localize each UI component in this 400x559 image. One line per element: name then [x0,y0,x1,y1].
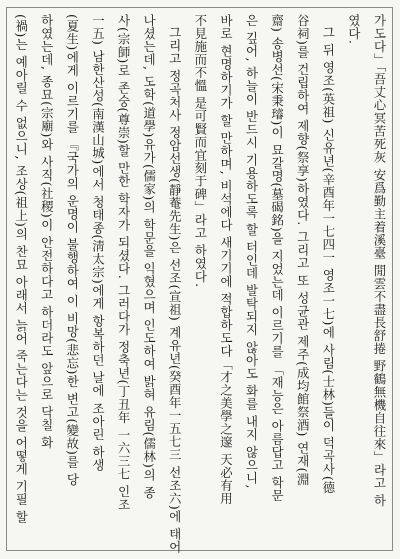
text-line: 齋) 송병선(宋秉璿)이 묘갈명(墓碣銘)을 지었는데 이르기를 「재능은 아름답고 학문 [269,14,285,502]
text-line: (夏生)에게 이르기를 『국가의 운명이 불행하여 이 비망(悲忘)한 변고(變故)를 당 [64,14,80,486]
text-line: 은 깊어, 하늘이 반드시 기용하도록 할 터인데 발탁되지 않아도 화를 내지 않으니, [244,14,260,490]
text-line: 바로 현명하기가 할 만하며, 비석에다 새기기에 적합하도다「才之美學之邃 天必有用 [218,14,234,506]
text-line: 谷祠)를 건립하여 제향(祭享)하였다. 그리고 또 성균관 제주(成均館祭酒) 연재(淵 [295,14,311,486]
text-line: 나셨는데, 도학(道學)유가(儒家)의 학문을 익혔으며 인도하여 밝혀 유림(儒林)의 종 [141,14,157,499]
text-line: 一五) 남한산성(南漢山城)에서 청태종(淸太宗)에게 항복하던 날에 조아린 하생 [90,14,106,472]
text-line: 사(宗師)로 존숭(尊崇)할 만한 학자가 되셨다. 그러다가 정축년(丁丑年 一六三七 인조 [116,14,132,512]
text-line: 그 뒤 영조(英祖) 신유년(辛酉年一七四一 영조一七)에 사림(士林)들이 덕곡사(德 [320,26,336,495]
text-line: 가도다」「吾丈心冥苦死灰 安爲勤主着溪臺 閒雲不盡長舒捲 野鶴無機自往來」라고 하 [372,14,387,507]
text-line: 그리고 정곡처사 정암선생(靜菴先生)은 선조(宣祖) 계유년(癸酉年一五七三 선조六)에 태어 [167,26,183,554]
text-line: 였다. [346,14,362,45]
text-line: 不見施而不慍 是可賢而宜刻于碑」라고 하였다. [192,14,208,288]
text-line: (禍)는 예아릴 수 없으니, 조상(祖上)의 찬묘 아래서 늙어 죽는다는 것을 어떻게 기필 할 [13,14,29,524]
text-line: 하였는데, 종묘(宗廟)와 사직(社稷)이 안전하다고 하더라도 앞으로 닥칠 화 [39,14,55,450]
vertical-text-body [8,14,392,554]
